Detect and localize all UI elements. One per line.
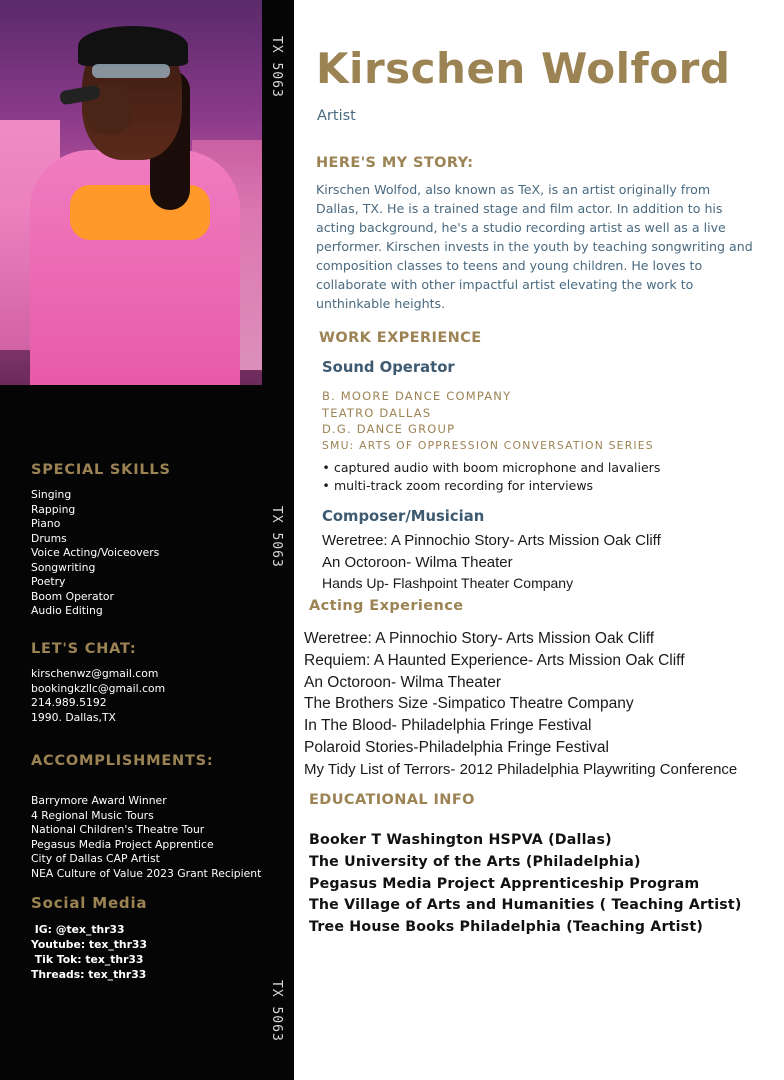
acting-item: Polaroid Stories-Philadelphia Fringe Festival (304, 738, 609, 756)
film-strip-label: TX 5063 (269, 36, 284, 98)
contact-list (31, 667, 165, 725)
story-text: Kirschen Wolfod, also known as TeX, is an artist originally from Dallas, TX. He is a trained stage and film actor. In addition to his acting background, he's a studio recording artist as well as a live performer. Kirschen invests in the youth by teaching songwriting and composition classes to teens and young children. He loves to collaborate with other impactful artist elevating the work to unthinkable heights. (316, 182, 753, 311)
composer-title: Composer/Musician (322, 508, 485, 525)
accomplishment-item: Barrymore Award Winner (31, 794, 167, 807)
education-item: The Village of Arts and Humanities ( Teaching Artist) (309, 897, 742, 914)
education-item: Pegasus Media Project Apprenticeship Program (309, 875, 700, 892)
work-heading: WORK EXPERIENCE (319, 330, 482, 346)
org-item: TEATRO DALLAS (322, 405, 432, 420)
contact-phone[interactable]: 214.989.5192 (31, 696, 107, 709)
skill-item: Drums (31, 531, 67, 545)
accomplishment-item: City of Dallas CAP Artist (31, 852, 160, 865)
skill-item: Songwriting (31, 560, 96, 574)
accomplishments-heading: ACCOMPLISHMENTS: (31, 753, 214, 769)
social-instagram[interactable]: IG: @tex_thr33 (31, 923, 125, 936)
contact-email[interactable]: bookingkzllc@gmail.com (31, 681, 166, 695)
contact-heading: LET'S CHAT: (31, 641, 137, 657)
education-item: The University of the Arts (Philadelphia) (309, 853, 641, 870)
acting-item: An Octoroon- Wilma Theater (304, 673, 501, 691)
left-panel (0, 0, 294, 1080)
skills-heading: SPECIAL SKILLS (31, 462, 171, 478)
education-list (309, 830, 742, 939)
skills-list (31, 488, 159, 619)
education-item: Tree House Books Philadelphia (Teaching Artist) (309, 919, 703, 936)
artist-photo (0, 0, 262, 385)
skill-item: Audio Editing (31, 604, 103, 617)
sound-operator-title: Sound Operator (322, 359, 455, 376)
sound-operator-orgs (322, 388, 654, 454)
accomplishment-item: National Children's Theatre Tour (31, 823, 205, 836)
bullet-item: • captured audio with boom microphone and lavaliers (318, 459, 660, 477)
film-strip-label: TX 5063 (269, 980, 284, 1042)
acting-item: Weretree: A Pinnochio Story- Arts Mission Oak Cliff (304, 630, 655, 647)
education-heading: EDUCATIONAL INFO (309, 792, 475, 808)
resume-name: Kirschen Wolford (316, 44, 731, 93)
social-threads[interactable]: Threads: tex_thr33 (31, 968, 147, 981)
accomplishment-item: NEA Culture of Value 2023 Grant Recipient (31, 866, 262, 880)
skill-item: Voice Acting/Voiceovers (31, 546, 160, 559)
bullet-item: • multi-track zoom recording for interviews (318, 477, 660, 495)
photo-cap (78, 26, 188, 66)
composer-item: Weretree: A Pinnochio Story- Arts Mission Oak Cliff (322, 532, 661, 549)
contact-email[interactable]: kirschenwz@gmail.com (31, 667, 159, 680)
skill-item: Boom Operator (31, 589, 114, 603)
skill-item: Piano (31, 517, 61, 530)
social-heading: Social Media (31, 894, 148, 912)
story-heading: HERE'S MY STORY: (316, 155, 474, 171)
acting-item: The Brothers Size -Simpatico Theatre Company (304, 695, 634, 713)
composer-item: Hands Up- Flashpoint Theater Company (322, 575, 574, 591)
film-strip-label: TX 5063 (269, 506, 284, 568)
photo-glasses (92, 64, 170, 78)
org-item: SMU: ARTS OF OPPRESSION CONVERSATION SERIES (322, 438, 654, 452)
social-tiktok[interactable]: Tik Tok: tex_thr33 (31, 953, 144, 966)
composer-list (322, 530, 661, 595)
education-item: Booker T Washington HSPVA (Dallas) (309, 832, 612, 848)
acting-item: My Tidy List of Terrors- 2012 Philadelphia Playwriting Conference (304, 760, 738, 778)
acting-list (304, 628, 737, 781)
sound-operator-bullets (318, 459, 660, 494)
skill-item: Rapping (31, 502, 76, 516)
org-item: B. MOORE DANCE COMPANY (322, 389, 512, 403)
resume-role: Artist (317, 108, 356, 124)
skill-item: Singing (31, 488, 72, 501)
org-item: D.G. DANCE GROUP (322, 422, 456, 436)
accomplishment-item: Pegasus Media Project Apprentice (31, 837, 214, 851)
acting-item: In The Blood- Philadelphia Fringe Festival (304, 717, 592, 735)
social-list (31, 922, 147, 982)
skill-item: Poetry (31, 575, 66, 588)
contact-location: 1990. Dallas,TX (31, 710, 116, 724)
social-youtube[interactable]: Youtube: tex_thr33 (31, 938, 147, 951)
accomplishment-item: 4 Regional Music Tours (31, 808, 154, 822)
acting-item: Requiem: A Haunted Experience- Arts Mission Oak Cliff (304, 651, 685, 669)
composer-item: An Octoroon- Wilma Theater (322, 553, 513, 571)
accomplishments-list (31, 794, 261, 881)
acting-heading: Acting Experience (309, 598, 464, 614)
